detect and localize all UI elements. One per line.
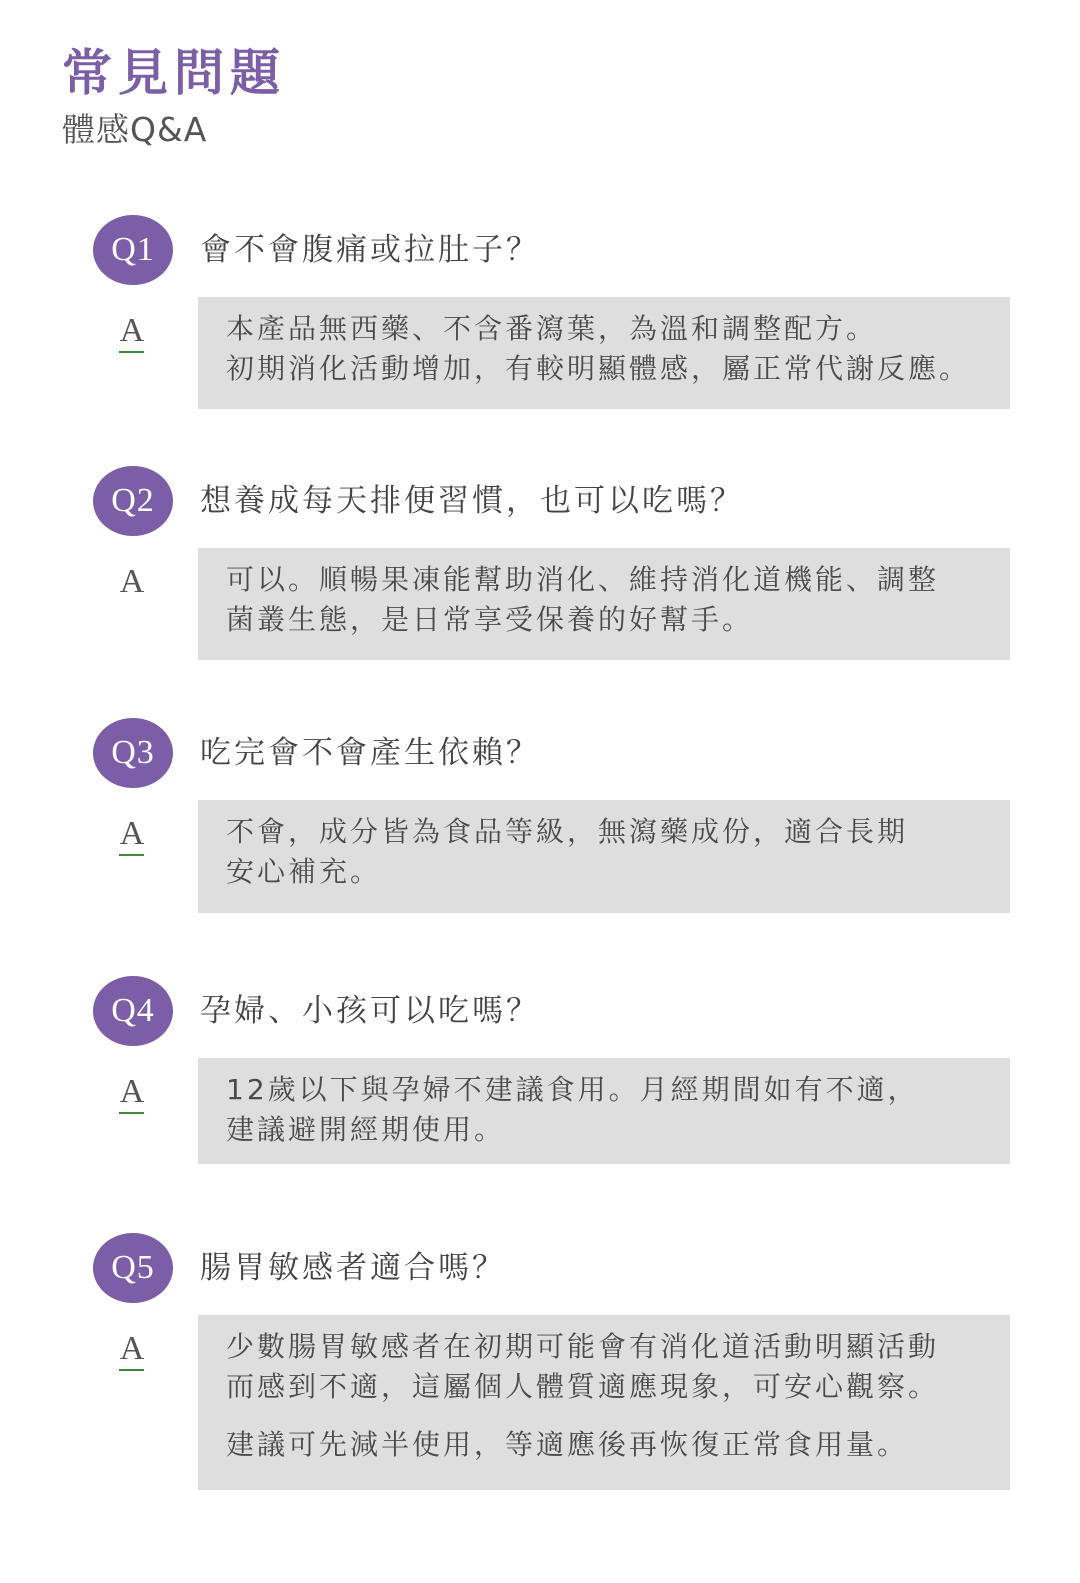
answer-line: 安心補充。 xyxy=(226,855,382,888)
answer-line: 少數腸胃敏感者在初期可能會有消化道活動明顯活動 xyxy=(226,1330,940,1363)
question-badge: Q1 xyxy=(93,215,173,285)
answer-line: 本產品無西藥、不含番瀉葉，為溫和調整配方。 xyxy=(226,312,878,345)
answer-box xyxy=(198,548,1010,660)
answer-line: 不會，成分皆為食品等級，無瀉藥成份，適合長期 xyxy=(226,815,909,848)
answer-box xyxy=(198,1058,1010,1164)
question-badge: Q4 xyxy=(93,976,173,1046)
answer-line: 菌叢生態，是日常享受保養的好幫手。 xyxy=(226,603,754,636)
answer-label: A xyxy=(119,1330,145,1367)
answer-box xyxy=(198,297,1010,409)
page-subtitle: 體感Q&A xyxy=(62,110,208,149)
question-badge: Q2 xyxy=(93,466,173,536)
question-badge: Q3 xyxy=(93,718,173,788)
page-title: 常見問題 xyxy=(62,44,286,102)
answer-line: 而感到不適，這屬個人體質適應現象，可安心觀察。 xyxy=(226,1370,940,1403)
answer-label: A xyxy=(119,312,145,349)
answer-label-underline xyxy=(119,351,144,353)
answer-line: 12歲以下與孕婦不建議食用。月經期間如有不適， xyxy=(226,1073,919,1106)
question-text: 吃完會不會產生依賴？ xyxy=(200,735,540,771)
question-text: 想養成每天排便習慣，也可以吃嗎？ xyxy=(200,483,744,519)
answer-line: 建議避開經期使用。 xyxy=(226,1113,506,1146)
answer-line: 可以。順暢果凍能幫助消化、維持消化道機能、調整 xyxy=(226,563,940,596)
question-badge: Q5 xyxy=(93,1233,173,1303)
answer-label: A xyxy=(119,815,145,852)
answer-label-underline xyxy=(119,854,144,856)
answer-label: A xyxy=(119,563,145,600)
answer-box xyxy=(198,1315,1010,1490)
answer-box xyxy=(198,800,1010,913)
question-text: 腸胃敏感者適合嗎？ xyxy=(200,1250,506,1286)
question-text: 會不會腹痛或拉肚子？ xyxy=(200,232,540,268)
question-text: 孕婦、小孩可以吃嗎？ xyxy=(200,993,540,1029)
answer-label: A xyxy=(119,1073,145,1110)
answer-label-underline xyxy=(119,1369,144,1371)
answer-line: 建議可先減半使用，等適應後再恢復正常食用量。 xyxy=(226,1428,909,1461)
answer-label-underline xyxy=(119,1112,144,1114)
answer-line: 初期消化活動增加，有較明顯體感，屬正常代謝反應。 xyxy=(226,352,971,385)
